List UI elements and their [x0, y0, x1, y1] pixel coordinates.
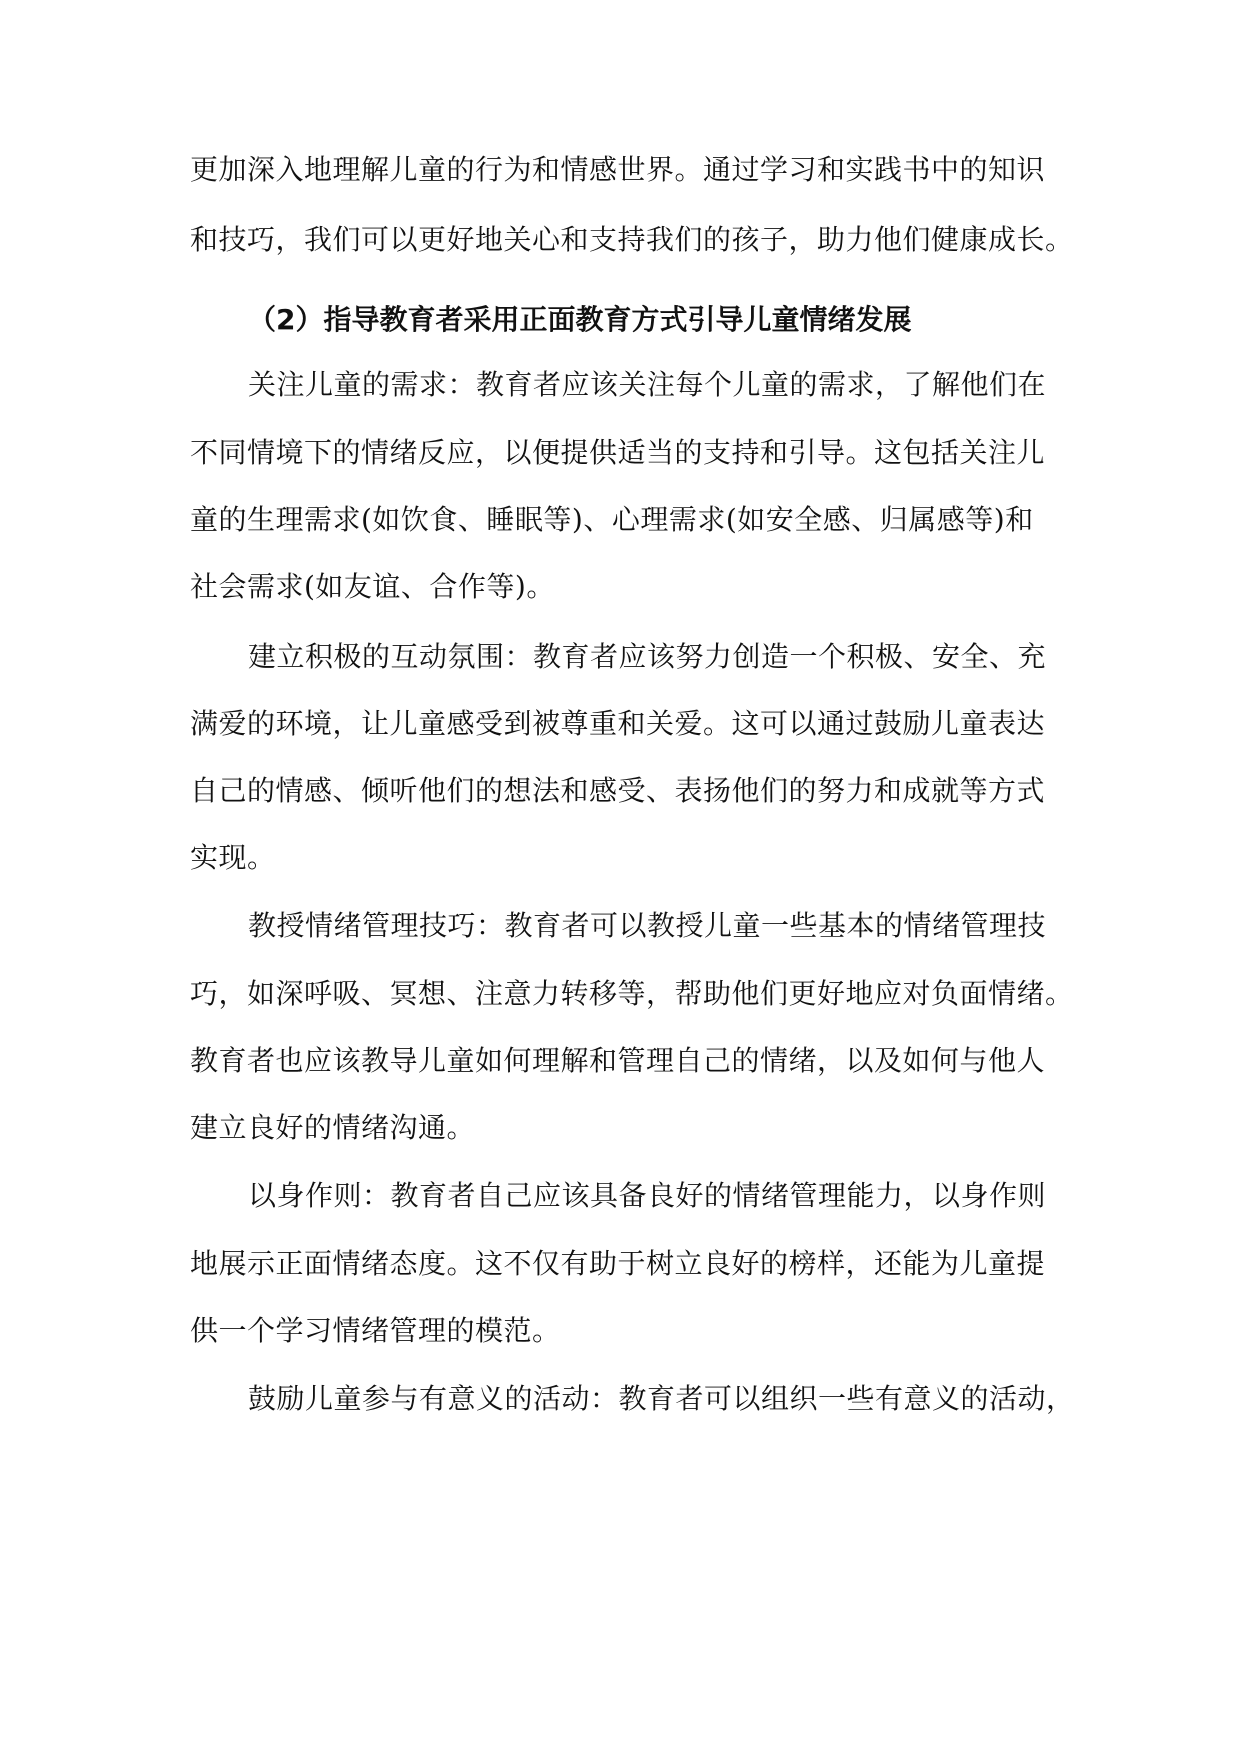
- section-heading: （2）指导教育者采用正面教育方式引导儿童情绪发展: [248, 303, 912, 336]
- paragraph-3-line-4: 建立良好的情绪沟通。: [190, 1111, 476, 1144]
- paragraph-1-line-2: 不同情境下的情绪反应，以便提供适当的支持和引导。这包括关注儿: [190, 436, 1046, 469]
- paragraph-3-line-1: 教授情绪管理技巧：教育者可以教授儿童一些基本的情绪管理技: [248, 909, 1047, 942]
- intro-line-1: 更加深入地理解儿童的行为和情感世界。通过学习和实践书中的知识: [190, 153, 1046, 186]
- paragraph-2-line-3: 自己的情感、倾听他们的想法和感受、表扬他们的努力和成就等方式: [190, 774, 1046, 807]
- paragraph-2-line-2: 满爱的环境，让儿童感受到被尊重和关爱。这可以通过鼓励儿童表达: [190, 707, 1046, 740]
- paragraph-2-line-1: 建立积极的互动氛围：教育者应该努力创造一个积极、安全、充: [248, 640, 1047, 673]
- paragraph-1-line-1: 关注儿童的需求：教育者应该关注每个儿童的需求，了解他们在: [248, 368, 1047, 401]
- paragraph-5-line-1: 鼓励儿童参与有意义的活动：教育者可以组织一些有意义的活动，: [248, 1382, 1075, 1415]
- paragraph-4-line-1: 以身作则：教育者自己应该具备良好的情绪管理能力，以身作则: [248, 1179, 1047, 1212]
- paragraph-4-line-3: 供一个学习情绪管理的模范。: [190, 1314, 561, 1347]
- paragraph-3-line-2: 巧，如深呼吸、冥想、注意力转移等，帮助他们更好地应对负面情绪。: [190, 977, 1074, 1010]
- intro-line-2: 和技巧，我们可以更好地关心和支持我们的孩子，助力他们健康成长。: [190, 223, 1074, 256]
- paragraph-3-line-3: 教育者也应该教导儿童如何理解和管理自己的情绪，以及如何与他人: [190, 1044, 1046, 1077]
- paragraph-1-line-3: 童的生理需求(如饮食、睡眠等)、心理需求(如安全感、归属感等)和: [190, 503, 1034, 536]
- paragraph-4-line-2: 地展示正面情绪态度。这不仅有助于树立良好的榜样，还能为儿童提: [190, 1247, 1046, 1280]
- paragraph-1-line-4: 社会需求(如友谊、合作等)。: [190, 570, 555, 603]
- paragraph-2-line-4: 实现。: [190, 841, 276, 874]
